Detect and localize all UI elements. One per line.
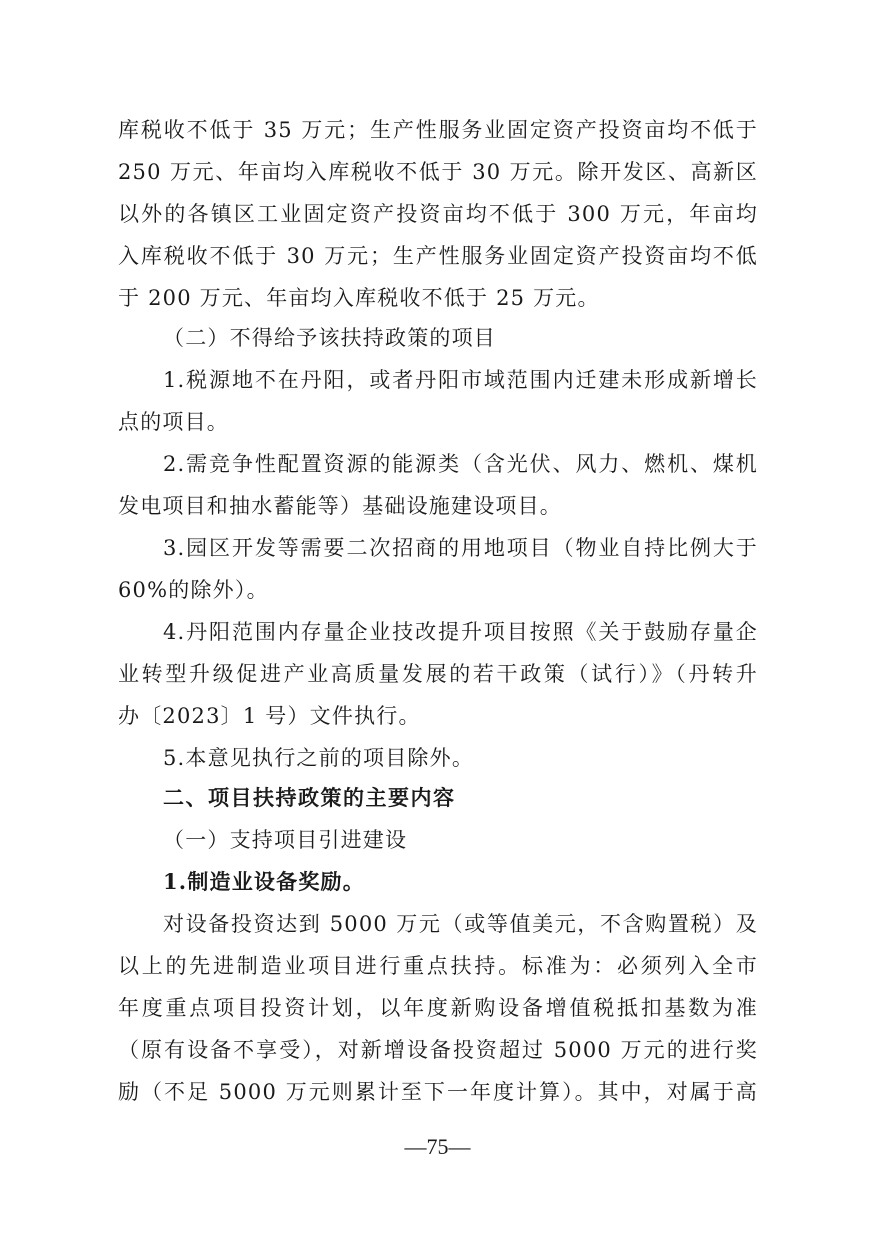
body-text-line: 库税收不低于 35 万元；生产性服务业固定资产投资亩均不低于 (118, 118, 758, 142)
subsection-heading: （一）支持项目引进建设 (163, 828, 408, 852)
subsection-heading: （二）不得给予该扶持政策的项目 (163, 326, 496, 350)
list-item-5-line: 5.本意见执行之前的项目除外。 (163, 746, 475, 770)
list-item-4-line: 4.丹阳范围内存量企业技改提升项目按照《关于鼓励存量企 (163, 620, 758, 644)
body-text-line: 年度重点项目投资计划，以年度新购设备增值税抵扣基数为准 (118, 996, 758, 1020)
body-text-line: （原有设备不享受），对新增设备投资超过 5000 万元的进行奖 (118, 1038, 758, 1062)
body-text-line: 于 200 万元、年亩均入库税收不低于 25 万元。 (118, 286, 600, 310)
body-text-line: 对设备投资达到 5000 万元（或等值美元，不含购置税）及 (163, 912, 758, 936)
list-item-3-line: 60%的除外）。 (118, 578, 269, 602)
section-heading: 二、项目扶持政策的主要内容 (163, 786, 456, 810)
body-text-line: 入库税收不低于 30 万元；生产性服务业固定资产投资亩均不低 (118, 244, 758, 268)
list-item-4-line: 办〔2023〕1 号）文件执行。 (118, 704, 421, 728)
list-item-2-line: 发电项目和抽水蓄能等）基础设施建设项目。 (118, 494, 562, 518)
body-text-line: 以上的先进制造业项目进行重点扶持。标准为：必须列入全市 (118, 954, 758, 978)
body-text-line: 励（不足 5000 万元则累计至下一年度计算）。其中，对属于高 (118, 1080, 758, 1104)
body-text-line: 250 万元、年亩均入库税收不低于 30 万元。除开发区、高新区 (118, 160, 758, 184)
list-item-2-line: 2.需竞争性配置资源的能源类（含光伏、风力、燃机、煤机 (163, 452, 758, 476)
page-number: —75— (404, 1134, 471, 1159)
body-text-line: 以外的各镇区工业固定资产投资亩均不低于 300 万元，年亩均 (118, 202, 758, 226)
list-item-3-line: 3.园区开发等需要二次招商的用地项目（物业自持比例大于 (163, 536, 758, 560)
list-item-1-line: 1.税源地不在丹阳，或者丹阳市域范围内迁建未形成新增长 (163, 368, 758, 392)
list-item-1-line: 点的项目。 (118, 410, 229, 434)
list-item-4-line: 业转型升级促进产业高质量发展的若干政策（试行）》（丹转升 (118, 662, 758, 686)
item-heading: 1.制造业设备奖励。 (163, 869, 365, 894)
